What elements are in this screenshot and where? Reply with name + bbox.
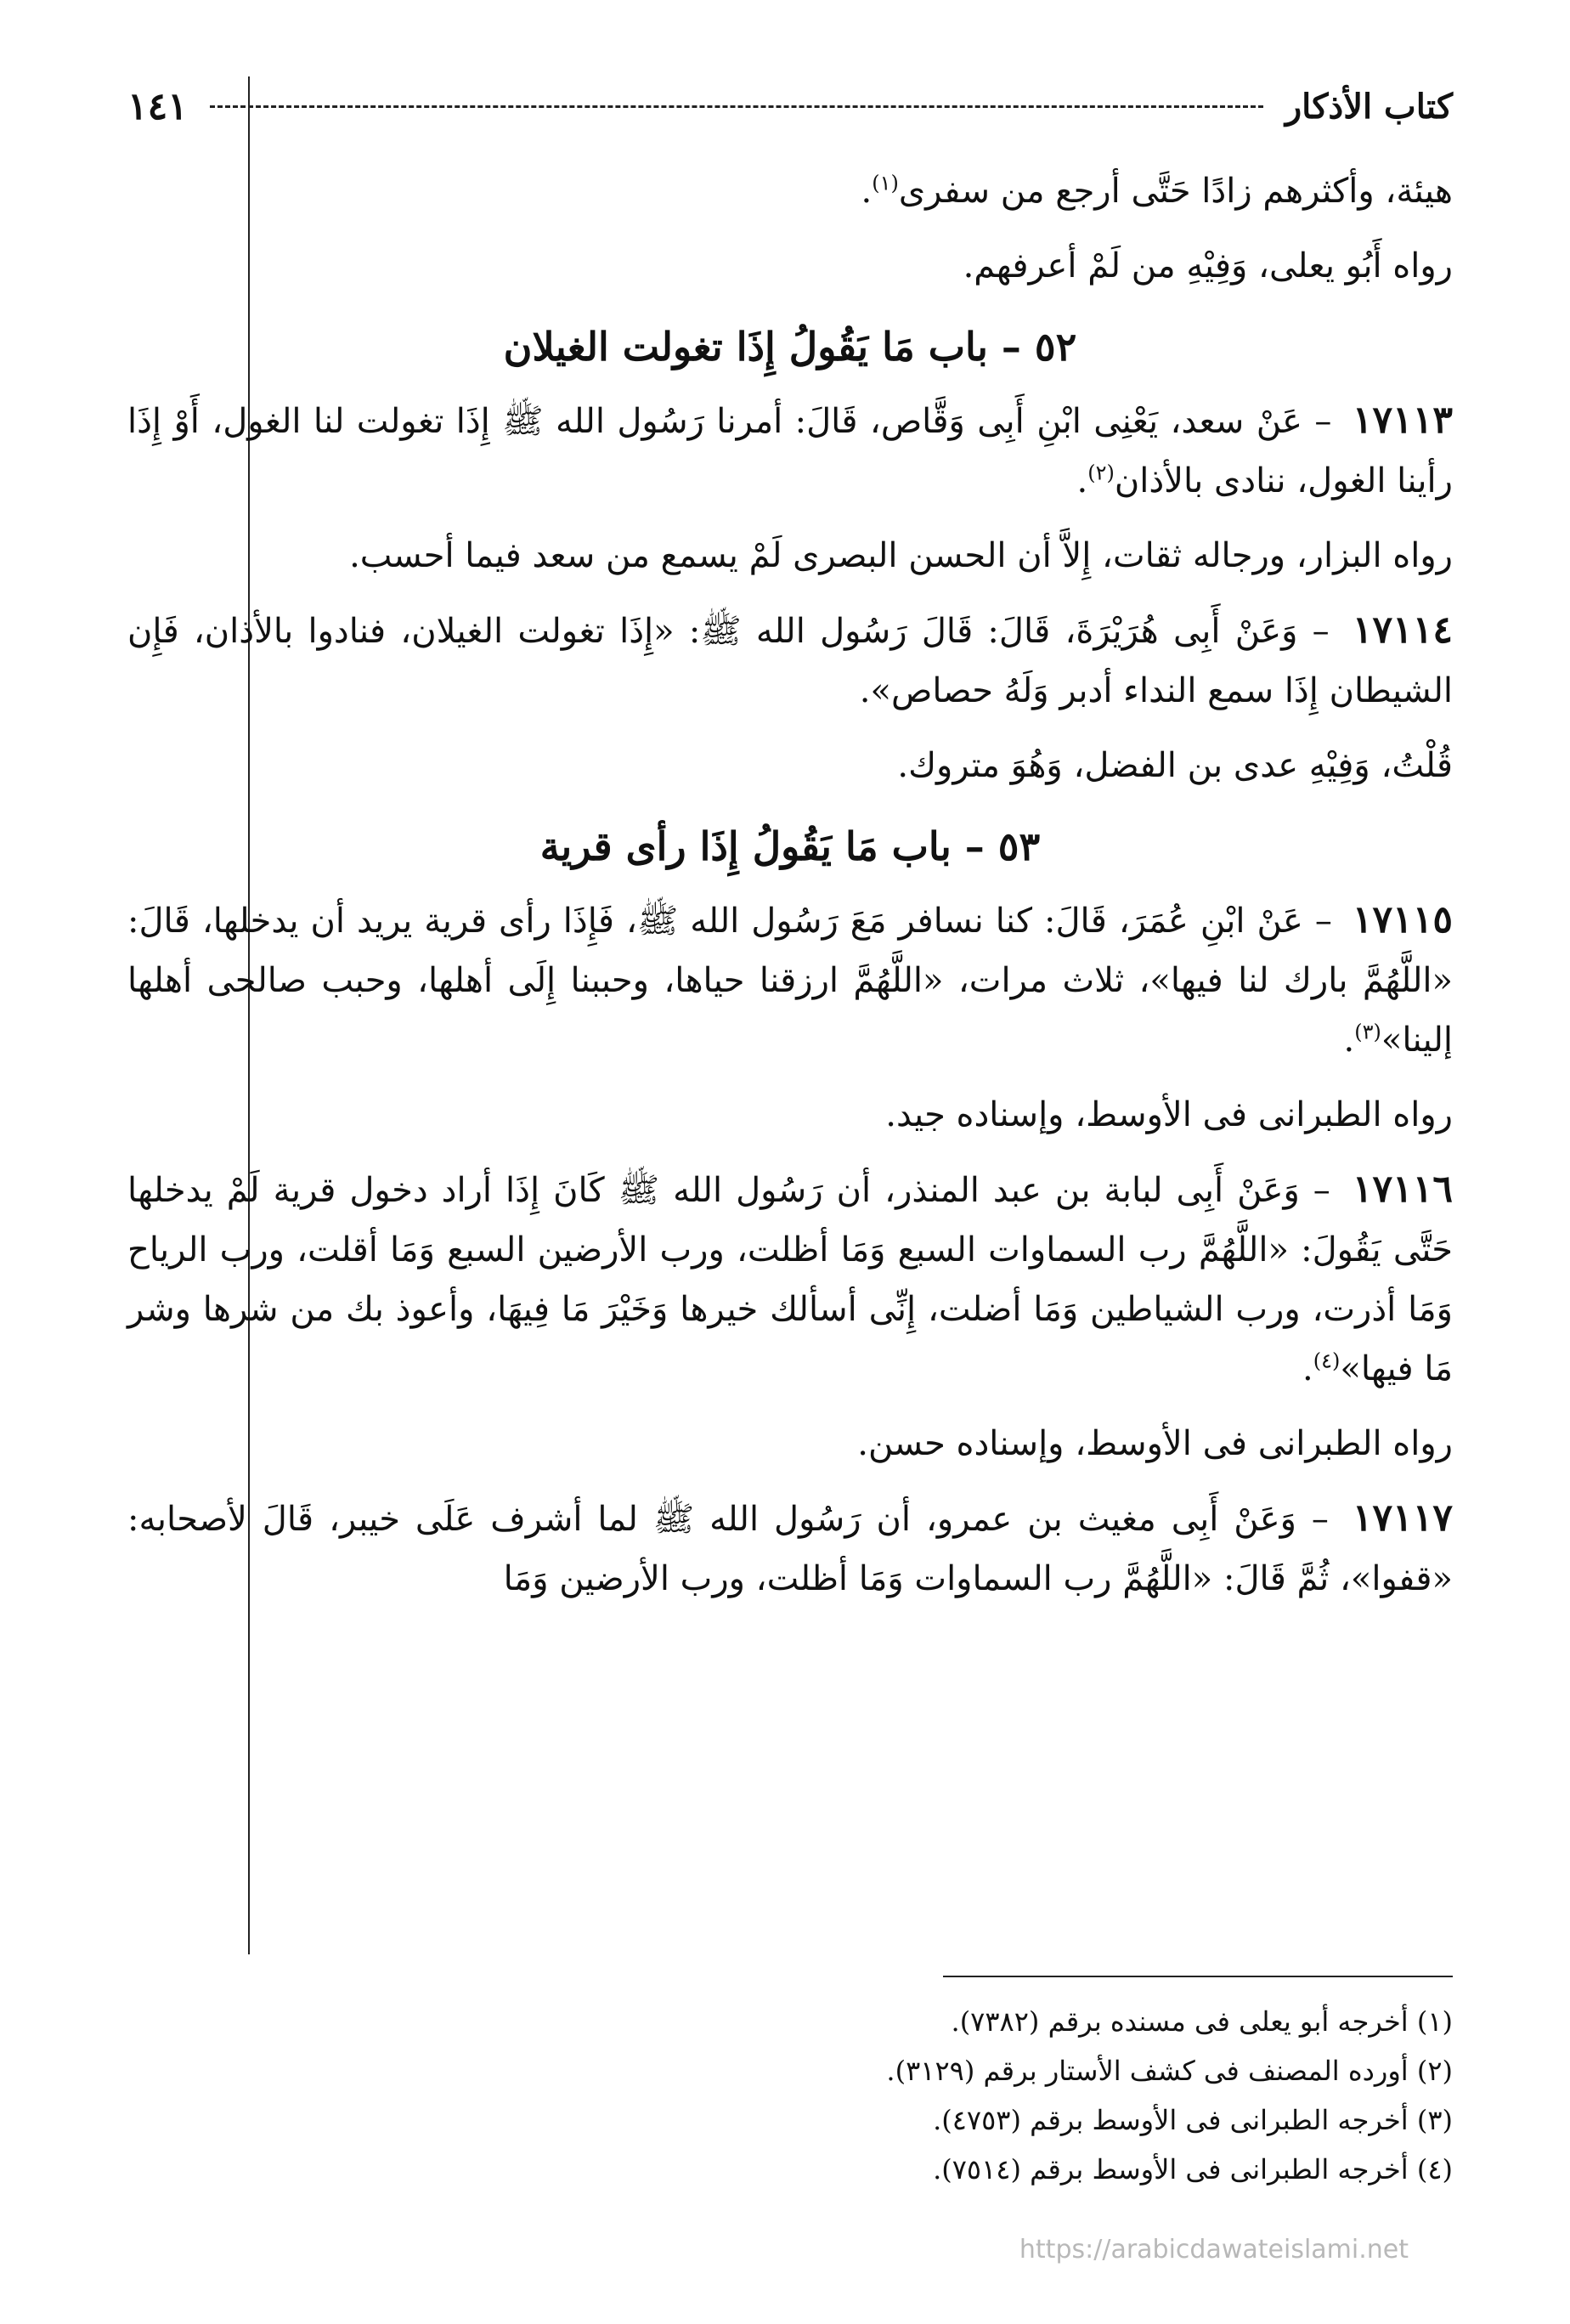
- hadith-17117: [127, 1489, 1453, 1609]
- narration-note: رواه أَبُو يعلى، وَفِيْهِ من لَمْ أعرفهم.: [963, 246, 1453, 286]
- page-number: ١٤١: [127, 84, 188, 128]
- hadith-17113: ١٧١١٣ – عَنْ سعد، يَعْنِى ابْنِ أَبِى وَقَّاص، قَالَ: أمرنا رَسُول الله ﷺ إِذَا تغولت لنا الغول، أَوْ إِذَا رأينا الغول، ننادى بالأذان$^{(٢)}$.: [127, 399, 1454, 500]
- footnote-separator: [943, 1976, 1453, 1977]
- main-text: [127, 161, 1453, 1624]
- chapter-heading-53: ٥٣ – باب مَا يَقُولُ إِذَا رأى قرية: [539, 823, 1041, 869]
- hadith-text: – عَنْ ابْنِ عُمَرَ، قَالَ: كنا نسافر مَعَ رَسُول الله ﷺ، فَإِذَا رأى قرية يريد أن يدخلها، قَالَ: «اللَّهُمَّ بارك لنا فيها»، ثلاث مرات، «اللَّهُمَّ ارزقنا حياها، وحببنا إِلَى أهلها، وحبب صالحى أهلها إلينا»: [127, 902, 1453, 1060]
- hadith-number: ١٧١١٤: [1352, 608, 1453, 652]
- footnote-4: (٤) أخرجه الطبرانى فى الأوسط برقم (٧٥١٤).: [933, 2153, 1453, 2185]
- header-dashed-rule: [210, 105, 1263, 108]
- footnote-ref: (٢): [1087, 461, 1115, 485]
- hadith-number: ١٧١١٧: [1352, 1496, 1453, 1540]
- hadith-text: – وَعَنْ أَبِى لبابة بن عبد المنذر، أن رَسُول الله ﷺ كَانَ إِذَا أراد دخول قرية لَمْ يدخلها حَتَّى يَقُولَ: «اللَّهُمَّ رب السماوات السبع وَمَا أظلت، ورب الأرضين السبع وَمَا أقلت، ورب الرياح وَمَا أذرت، ورب الشياطين وَمَا أضلت، إِنِّى أسألك خيرها وَخَيْرَ مَا فِيهَا، وأعوذ بك من شرها وشر مَا فيها»: [127, 1171, 1453, 1388]
- hadith-number: ١٧١١٦: [1352, 1168, 1453, 1211]
- footnote-ref: (١): [872, 171, 899, 195]
- hadith-number: ١٧١١٥: [1352, 898, 1453, 941]
- hadith-17114: [127, 601, 1453, 721]
- footnote-ref: (٤): [1313, 1349, 1341, 1373]
- narration-note: رواه البزار، ورجاله ثقات، إِلاَّ أن الحسن البصرى لَمْ يسمع من سعد فيما أحسب.: [349, 536, 1453, 575]
- hadith-text: – وَعَنْ أَبِى مغيث بن عمرو، أن رَسُول الله ﷺ لما أشرف عَلَى خيبر، قَالَ لأصحابه: «قفوا»، ثُمَّ قَالَ: «اللَّهُمَّ رب السماوات وَمَا أظلت، ورب الأرضين وَمَا: [127, 1500, 1453, 1598]
- footnote-2: (٢) أورده المصنف فى كشف الأستار برقم (٣١٢٩).: [886, 2055, 1453, 2087]
- footnote-1: (١) أخرجه أبو يعلى فى مسنده برقم (٧٣٨٢).: [951, 2005, 1453, 2038]
- footnotes: [127, 1997, 1453, 2194]
- running-header: [127, 68, 1453, 144]
- source-watermark: https://arabicdawateislami.net: [1019, 2235, 1409, 2265]
- chapter-heading-52: ٥٢ – باب مَا يَقُولُ إِذَا تغولت الغيلان: [503, 324, 1077, 370]
- footnote-ref: (٣): [1354, 1020, 1381, 1044]
- narration-note: رواه الطبرانى فى الأوسط، وإسناده حسن.: [857, 1424, 1453, 1463]
- hadith-number: ١٧١١٣: [1352, 399, 1454, 442]
- hadith-text: – عَنْ سعد، يَعْنِى ابْنِ أَبِى وَقَّاص، قَالَ: أمرنا رَسُول الله ﷺ إِذَا تغولت لنا الغول، أَوْ إِذَا رأينا الغول، ننادى بالأذان: [127, 402, 1453, 500]
- commentary-note: قُلْتُ، وَفِيْهِ عدى بن الفضل، وَهُوَ متروك.: [897, 746, 1453, 785]
- book-page: [127, 68, 1453, 2277]
- book-title: كتاب الأذكار: [1285, 86, 1453, 127]
- hadith-17116: ١٧١١٦ – وَعَنْ أَبِى لبابة بن عبد المنذر، أن رَسُول الله ﷺ كَانَ إِذَا أراد دخول قرية لَمْ يدخلها حَتَّى يَقُولَ: «اللَّهُمَّ رب السماوات السبع وَمَا أظلت، ورب الأرضين السبع وَمَا أقلت، ورب الرياح وَمَا أذرت، ورب الشياطين وَمَا أضلت، إِنِّى أسألك خيرها وَخَيْرَ مَا فِيهَا، وأعوذ بك من شرها وشر مَا فيها»$^{(٤)}$.: [127, 1168, 1453, 1388]
- hadith-17115: ١٧١١٥ – عَنْ ابْنِ عُمَرَ، قَالَ: كنا نسافر مَعَ رَسُول الله ﷺ، فَإِذَا رأى قرية يريد أن يدخلها، قَالَ: «اللَّهُمَّ بارك لنا فيها»، ثلاث مرات، «اللَّهُمَّ ارزقنا حياها، وحببنا إِلَى أهلها، وحبب صالحى أهلها إلينا»$^{(٣)}$.: [127, 898, 1453, 1060]
- narration-note: رواه الطبرانى فى الأوسط، وإسناده جيد.: [885, 1095, 1453, 1134]
- hadith-text: – وَعَنْ أَبِى هُرَيْرَةَ، قَالَ: قَالَ رَسُول الله ﷺ: «إِذَا تغولت الغيلان، فنادوا بالأذان، فَإِن الشيطان إِذَا سمع النداء أدبر وَلَهُ حصاص».: [127, 612, 1453, 710]
- footnote-3: (٣) أخرجه الطبرانى فى الأوسط برقم (٤٧٥٣).: [933, 2104, 1453, 2136]
- paragraph-continuation: هيئة، وأكثرهم زادًا حَتَّى أرجع من سفرى$^{(١)}$.: [861, 171, 1453, 211]
